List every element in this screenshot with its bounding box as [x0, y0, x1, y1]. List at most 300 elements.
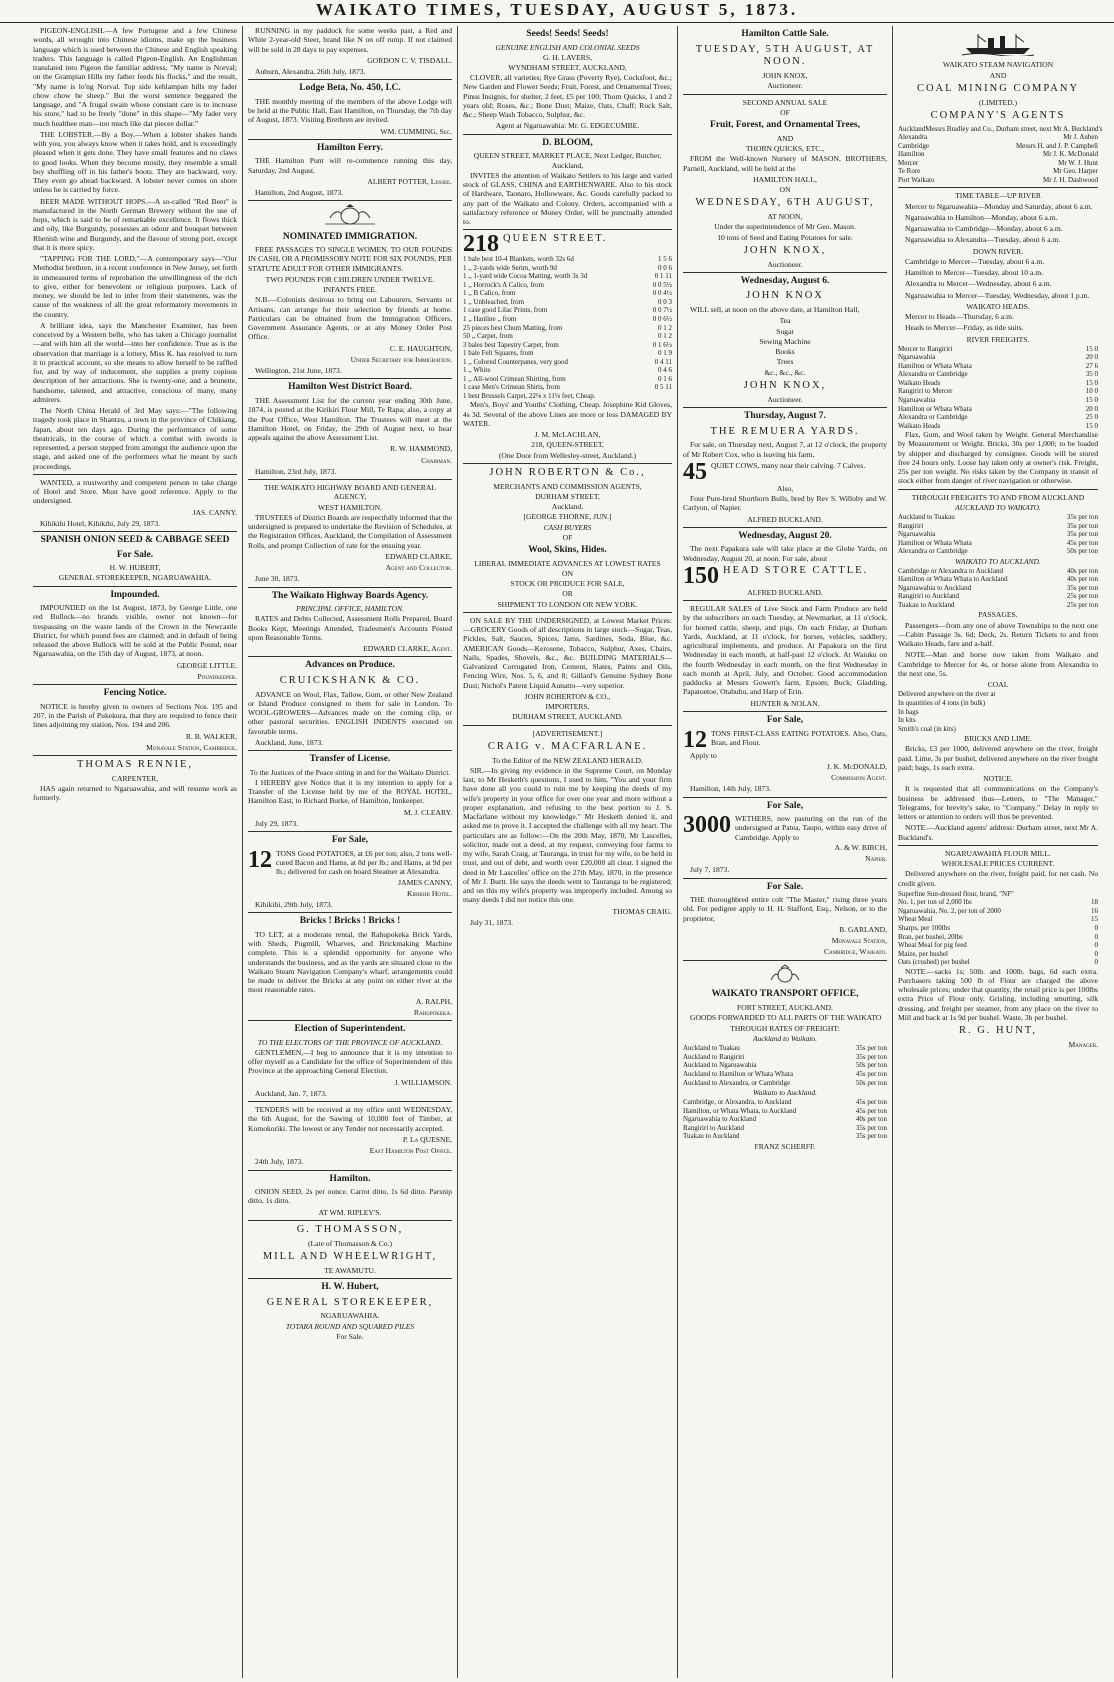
- row-label: 1 ,, Horrock's A Calico, from: [463, 280, 544, 289]
- divider: [683, 600, 887, 601]
- pot-quantity: 12: [683, 726, 707, 753]
- agents-title: COMPANY'S AGENTS: [930, 109, 1066, 121]
- row-label: Auckland to Tuakau: [898, 513, 955, 522]
- row-label: Auckland to Hamilton or Whata Whata: [683, 1070, 793, 1079]
- table-row: [683, 1115, 887, 1124]
- lodge-signature: WM. CUMMING, Sec.: [380, 126, 452, 136]
- pot-place: Hamilton, 14th July, 1873.: [690, 784, 771, 794]
- regular-signature: HUNTER & NOLAN.: [750, 698, 820, 708]
- table-row: [683, 1132, 887, 1141]
- transport-heading-2: Waikato to Auckland.: [753, 1088, 817, 1098]
- potatoes-ad: [248, 846, 452, 877]
- agency-text: RATES and Debts Collected, Assessment Rolls Prepared, Board Books Kept, Meetings Attended, Tradesmen's Accounts Posted upon Reasonable Terms.: [248, 614, 452, 642]
- board-place: Hamilton, 23rd July, 1873.: [255, 466, 337, 476]
- table-row: [898, 950, 1098, 959]
- row-value: Mr J. H. Dashwood: [1042, 175, 1098, 184]
- row-label: Ngaruawahia: [898, 353, 936, 362]
- transport-title: WAIKATO TRANSPORT OFFICE,: [711, 988, 859, 999]
- row-value: 40s per ton: [1066, 566, 1098, 575]
- divider: [33, 684, 237, 685]
- paragraph: Ngaruawahia to Mercer—Tuesday, Wednesday, about 1 p.m.: [905, 290, 1090, 300]
- row-label: Tuakau to Auckland: [898, 600, 955, 609]
- annual-fruit: Fruit, Forest, and Ornamental Trees,: [710, 120, 860, 131]
- row-label: 1 ,, All-wool Crimean Shirting, from: [463, 374, 566, 383]
- row-label: Ngaruawahia: [898, 530, 936, 539]
- row-value: 15 0: [1085, 344, 1098, 353]
- divider: [33, 474, 237, 475]
- row-label: 50 ,, Carpet, from: [463, 332, 513, 341]
- paragraph: Books: [775, 347, 795, 357]
- river-freights-title: RIVER FREIGHTS.: [966, 334, 1030, 344]
- passages-note: NOTE—Man and horse now taken from Waikato and Cambridge to Mercer for 4s, or horse alone from Alexandra to the next one, 5s.: [898, 650, 1098, 678]
- fencing-title: Fencing Notice.: [103, 688, 167, 699]
- row-label: Ngaruawahia to Auckland: [683, 1115, 757, 1124]
- queen-street-title: QUEEN STREET.: [503, 233, 608, 245]
- agents-list: [898, 124, 1103, 185]
- row-label: Sharps, per 100lbs: [898, 924, 950, 932]
- bloom-title: D. BLOOM,: [542, 137, 593, 148]
- table-row: [463, 375, 672, 384]
- divider: [683, 797, 887, 798]
- table-row: [683, 1107, 887, 1116]
- master-signature-3: Cambridge, Waikato.: [824, 947, 887, 957]
- table-row: [898, 142, 1098, 151]
- row-value: 35s per ton: [855, 1052, 887, 1061]
- potatoes-signature-2: Kihikihi Hotel.: [406, 888, 452, 898]
- board-signature: R. W. HAMMOND,: [390, 444, 452, 454]
- table-row: [463, 332, 672, 341]
- table-row: [898, 567, 1098, 576]
- potatoes-text: TONS Good POTATOES, at £6 per ton; also, 2 tons well-cured Bacon and Hams, at 8d per lb.; and Hams, at 9d per lb.; delivered for cash on board Steamer at Alexandra.: [276, 848, 452, 877]
- through-freights-title: THROUGH FREIGHTS TO AND FROM AUCKLAND: [911, 492, 1085, 502]
- row-label: Maize, per bushel: [898, 949, 948, 958]
- row-value: 20 0: [1085, 353, 1098, 362]
- licence-subtitle: To the Justices of the Peace sitting in and for the Waikato District.: [249, 767, 451, 777]
- annual-hall: HAMILTON HALL,: [753, 174, 817, 184]
- master-signature: B. GARLAND,: [839, 924, 887, 934]
- roberton-signature-3: DURHAM STREET, AUCKLAND.: [512, 712, 623, 722]
- columns: [28, 26, 1103, 1678]
- roberton-thorne: [GEORGE THORNE, JUN.]: [523, 512, 612, 522]
- row-label: Alexandra or Cambridge: [898, 547, 968, 556]
- sale-items: [683, 316, 887, 377]
- table-row: [898, 530, 1098, 539]
- transport-rates-table: [683, 1044, 887, 1087]
- row-value: 15 0: [1085, 421, 1098, 430]
- divider: [463, 612, 672, 613]
- agency-title: The Waikato Highway Boards Agency.: [271, 590, 429, 601]
- flour-mill-signature-2: Manager.: [1068, 1039, 1098, 1049]
- cows-text: QUIET COWS, many near their calving. 7 Calves.: [711, 460, 866, 470]
- row-value: 45s per ton: [855, 1070, 887, 1079]
- licence-title: Transfer of License.: [309, 754, 391, 765]
- seeds-title: Seeds! Seeds! Seeds!: [526, 29, 609, 39]
- row-label: 3 bales best Tapestry Carpet, from: [463, 340, 559, 349]
- row-label: Port Waikato: [898, 175, 935, 184]
- table-row: [463, 315, 672, 324]
- master-signature-2: Monavale Station,: [831, 936, 887, 946]
- column-4: [678, 26, 893, 1678]
- divider: [248, 831, 452, 832]
- row-label: Te Rore: [898, 167, 921, 176]
- table-row: [898, 933, 1098, 942]
- paragraph: Sugar: [776, 326, 794, 336]
- row-label: 1 ,, B Calico, from: [463, 289, 516, 298]
- nav-and: AND: [989, 70, 1007, 80]
- roberton-stock: STOCK OR PRODUCE FOR SALE,: [510, 579, 625, 589]
- onion-signature: AT WM. RIPLEY'S.: [318, 1207, 382, 1217]
- table-row: [683, 1124, 887, 1133]
- annual-auctioneer: JOHN KNOX,: [743, 244, 827, 256]
- pot-text: TONS FIRST-CLASS EATING POTATOES. Also, Oats, Bran, and Flour.: [711, 728, 887, 747]
- ferry-signature: ALBERT POTTER, Lessee.: [367, 176, 452, 186]
- ferry-place: Hamilton, 2nd August, 1873.: [255, 188, 344, 198]
- wethers-signature-2: Napier.: [865, 854, 887, 864]
- table-row: [683, 1044, 887, 1053]
- lodge-title: Lodge Beta, No. 450, I.C.: [299, 83, 401, 94]
- row-label: Waikato Heads: [898, 421, 941, 430]
- row-value: 0 4 11: [654, 357, 672, 366]
- paragraph: Hamilton to Mercer—Tuesday, about 10 a.m.: [905, 268, 1043, 278]
- seeds-title: SPANISH ONION SEED & CABBAGE SEED: [40, 535, 230, 545]
- row-label: In kits: [898, 716, 916, 725]
- row-value: 25s per ton: [1066, 600, 1098, 609]
- row-label: 1 ,, 1-yard wide Cocoa Matting, worth 3s 3d: [463, 272, 588, 281]
- flour-mill-subtitle: WHOLESALE PRICES CURRENT.: [941, 859, 1055, 869]
- row-label: 1 best Brussels Carpet, 22⅛ x 11⅛ feet, Cheap.: [463, 391, 596, 400]
- row-label: Auckland to Ngaruawahia: [683, 1061, 757, 1070]
- table-row: [683, 1098, 887, 1107]
- ferry-text: THE Hamilton Punt will re-commence running this day, Saturday, 2nd August.: [248, 156, 452, 175]
- fencing-signature: R. B. WALKER,: [185, 731, 237, 741]
- table-row: [683, 1070, 887, 1079]
- thomasson-subtitle: (Late of Thomasson & Co.): [307, 1238, 392, 1248]
- row-label: 1 ,, White: [463, 366, 491, 375]
- highway-place: June 30, 1873.: [255, 574, 300, 584]
- table-row: [463, 255, 672, 264]
- board-signature-2: Chairman.: [421, 455, 452, 465]
- divider: [248, 1170, 452, 1171]
- row-value: 40s per ton: [1066, 575, 1098, 584]
- row-value: 0: [1094, 932, 1098, 941]
- cattle-auctioneer-2: Auctioneer.: [767, 81, 803, 91]
- table-row: [898, 924, 1098, 933]
- thu-yards: THE REMUERA YARDS.: [710, 425, 860, 437]
- notice-note: NOTE.—Auckland agents' address: Durham street, next Mr A. Buckland's.: [898, 823, 1098, 842]
- board-title: Hamilton West District Board.: [288, 382, 412, 393]
- timetable-down: [898, 257, 1098, 300]
- cattle-date: TUESDAY, 5TH AUGUST, AT NOON.: [695, 43, 875, 68]
- coal-heading: COAL: [987, 680, 1009, 690]
- row-label: Ngaruawahia: [898, 396, 936, 404]
- wed-signature-2: Auctioneer.: [767, 394, 803, 404]
- wed-title: Wednesday, August 6.: [740, 275, 830, 286]
- row-label: Rangiriri to Auckland: [683, 1123, 745, 1132]
- tenders-signature-2: East Hamilton Post Office.: [369, 1146, 452, 1156]
- row-label: In bags: [898, 707, 919, 716]
- masthead: WAIKATO TIMES, TUESDAY, AUGUST 5, 1873.: [0, 0, 1114, 23]
- queen-street-number: 218: [463, 231, 499, 258]
- queen-street-note: Men's, Boys' and Youths' Clothing, Cheap. Josephine Kid Gloves, 4s 3d. Several of the above Lines are more or less DAMAGED BY WATER.: [463, 400, 672, 428]
- brick-lime-title: BRICKS AND LIME.: [964, 734, 1032, 744]
- wethers-quantity: 3000: [683, 812, 731, 839]
- row-label: Rangiriri to Mercer: [898, 387, 953, 396]
- heads-list: [898, 312, 1098, 333]
- row-value: Mr W. J. Hunt: [1058, 158, 1098, 167]
- table-row: [898, 522, 1098, 531]
- row-value: 50s per ton: [1066, 547, 1098, 556]
- queen-street-signature-2: 218, QUEEN-STREET,: [531, 440, 604, 450]
- table-row: [683, 1061, 887, 1070]
- store-cattle-text: HEAD STORE CATTLE.: [723, 564, 869, 576]
- roberton-signature: JOHN ROBERTON & CO.,: [524, 691, 611, 701]
- through-freights-table-2: [898, 567, 1098, 610]
- roberton-city: Auckland.: [551, 502, 584, 512]
- bloom-text: INVITES the attention of Waikato Settlers to his large and varied stock of GLASS, CHINA and EARTHENWARE. Also to his stock of Hardware, Taonaro, Hollowware, &c. Goods carefully packed to any part of the Waikato and Colony. Orders, accompanied with a satisfactory reference or Money Order, will be punctually attended to.: [463, 170, 672, 227]
- table-row: [898, 167, 1098, 176]
- paragraph: The North China Herald of 3rd May says:—"The following tragedy took place in Shantzu, a town in the province of Chikiang, Japan, about ten days ago. During the performance of some theatricals, in the course of which a combat with swords is represented, a person stepped from amongst the audience upon the stage, and asked one of the performers what he meant by such proceedings.: [33, 406, 237, 471]
- annual-title: SECOND ANNUAL SALE: [742, 97, 828, 107]
- roberton-signature-2: IMPORTERS,: [545, 702, 590, 712]
- roberton-shipment: SHIPMENT TO LONDON OR NEW YORK.: [497, 599, 638, 609]
- licence-place: July 29, 1873.: [255, 818, 299, 828]
- fencing-signature-2: Monavale Station, Cambridge.: [146, 742, 237, 752]
- row-value: Mr J. Auben: [1063, 133, 1098, 142]
- table-row: [898, 547, 1098, 556]
- election-title: Election of Superintendent.: [294, 1024, 406, 1035]
- onion-text: ONION SEED, 2s per ounce. Carrot ditto, 1s 6d ditto. Parsnip ditto, 1s ditto.: [248, 1187, 452, 1206]
- row-value: 35s per ton: [1066, 521, 1098, 530]
- thomasson-title: G. THOMASSON,: [296, 1223, 404, 1235]
- row-label: Rangiriri to Auckland: [898, 592, 960, 601]
- row-value: Mr J. K. McDonald: [1042, 150, 1098, 159]
- limited: (LIMITED.): [978, 97, 1018, 107]
- table-row: [898, 405, 1098, 414]
- eating-potatoes-ad: [683, 726, 887, 753]
- row-value: 0 1 9: [658, 349, 672, 358]
- table-row: [898, 890, 1098, 899]
- row-value: 45s per ton: [1066, 538, 1098, 547]
- row-label: 1 ,, 2-yards wide Serim, worth 9d: [463, 263, 557, 272]
- row-label: Hamilton or Whata Whata: [898, 361, 972, 370]
- master-text: THE thoroughbred entire colt "The Master," rising three years old. For pedigree apply to H. H. Stafford, Esq., Nelson, or to the proprietor,: [683, 895, 887, 923]
- passages-title: PASSAGES.: [978, 610, 1018, 620]
- table-row: [898, 584, 1098, 593]
- table-row: [898, 362, 1098, 371]
- immigration-text-2: TWO POUNDS FOR CHILDREN UNDER TWELVE.: [265, 274, 435, 284]
- row-value: 35s per ton: [855, 1044, 887, 1053]
- divider: [33, 531, 237, 532]
- column-2: [243, 26, 458, 1678]
- coal-company-title: COAL MINING COMPANY: [916, 82, 1080, 94]
- advances-firm: CRUICKSHANK & CO.: [279, 674, 421, 686]
- licence-signature: M. J. CLEARY.: [403, 807, 452, 817]
- paragraph: &c., &c., &c.: [764, 367, 806, 377]
- transport-rates-table-2: [683, 1098, 887, 1141]
- tenders-place: 24th July, 1873.: [255, 1157, 304, 1167]
- queen-street-signature: J. M. McLACHLAN,: [534, 430, 601, 440]
- agency-subtitle: PRINCIPAL OFFICE, HAMILTON.: [296, 604, 404, 614]
- wethers-signature: A. & W. BIRCH,: [834, 842, 887, 852]
- row-label: Mercer: [898, 158, 919, 167]
- roberton-text: ON SALE BY THE UNDERSIGNED, at Lowest Market Prices:—GROCERY Goods of all descriptions in large stock—Sugar, Teas, Pickles, Salt, Sauces, Spices, Jams, Sardines, Soda, Blue, &c. AMERICAN Goods—Kerosene, Tobacco, Sulphur, Axes, Chairs, Nails, Spades, Shovels, &c., &c. BUILDING MATERIALS—Galvanized Corrugated Iron, Cement, Slates, Paints and Oils, Fencing Wire, Nos. 5, 6, and 8; Gillard's Genuine Sydney Bone Dust; Nichol's Patent Liquid Aunatto—very superior.: [463, 615, 672, 690]
- hubert-subtitle: GENERAL STOREKEEPER,: [266, 1296, 434, 1308]
- flour-mill-text: Delivered anywhere on the river, freight paid, for net cash. No credit given.: [898, 869, 1098, 888]
- craig-to: To the Editor of the NEW ZEALAND HERALD.: [492, 755, 643, 765]
- store-cattle-quantity: 150: [683, 562, 719, 589]
- paragraph: Tea: [779, 316, 791, 326]
- row-label: No. 1, per ton of 2,000 lbs: [898, 898, 972, 907]
- row-value: 45s per ton: [855, 1098, 887, 1107]
- divider: [463, 134, 672, 135]
- wed-text: WILL sell, at noon on the above date, at Hamilton Hall,: [690, 305, 860, 315]
- row-value: 0: [1094, 958, 1098, 967]
- row-value: 15: [1091, 915, 1098, 924]
- row-label: Wheat Meal for pig feed: [898, 941, 967, 950]
- wed20-text: The next Papakura sale will take place at the Globe Yards, on Wednesday, August 20, at noon. For sale, about: [683, 544, 887, 563]
- highway-subtitle: WEST HAMILTON.: [318, 502, 382, 512]
- pot-title: For Sale,: [766, 714, 804, 725]
- store-cattle-ad: [683, 562, 887, 589]
- column-5: [893, 26, 1103, 1678]
- divider: [683, 960, 887, 961]
- election-signature: J. WILLIAMSON.: [394, 1077, 452, 1087]
- table-row: [898, 915, 1098, 924]
- wed20-title: Wednesday, August 20.: [738, 530, 832, 541]
- seeds-firm: G. H. LAVERS,: [542, 52, 592, 62]
- transport-signature: FRANZ SCHERFF.: [754, 1141, 816, 1151]
- paragraph: PIGEON-ENGLISH.—A few Portugese and a few Chinese words, all wrought into Chinese idioms, make up the business language which is used between the Chinese and English speaking traders. This language is called Pigeon-English. An Englishman translated into Pigeon the familiar address, "My name is Norval; on the Grampian Hills my father feeds his flocks," and the result, "My name is lo'ng Norval. Top side kehlampan hills my fader chow chow he sheep." But the worst sentence beggared the language, and "A frugal swain whose constant care is to increase his store," had to be freely "done" in this shape—"My fader very much healthee man—too much like dat piecee dollar.": [33, 26, 237, 128]
- wed20-signature: ALFRED BUCKLAND.: [747, 587, 823, 597]
- wethers-title: For Sale,: [766, 800, 804, 811]
- row-value: 0: [1094, 924, 1098, 932]
- impounded-title: Impounded.: [110, 589, 160, 600]
- table-row: [898, 513, 1098, 522]
- immigration-text-4: N.B.—Colonists desirous to bring out Labourers, Servants or Artisans, can arrange for their selection by friends at home. Particulars can be obtained from the Immigration Officers, Government Assurance Agents, or at any Money Order Post Office.: [248, 295, 452, 342]
- row-value: 0 0 6½: [652, 315, 672, 324]
- row-label: 1 bale best 10-4 Blankets, worth 32s 6d: [463, 255, 574, 264]
- divider: [248, 378, 452, 379]
- row-value: 0 5 11: [654, 383, 672, 392]
- row-label: Wheat Meal: [898, 915, 933, 924]
- annual-date: WEDNESDAY, 6TH AUGUST,: [695, 197, 875, 209]
- table-row: [898, 716, 1098, 725]
- row-label: Auckland to Rangiriri: [683, 1052, 745, 1061]
- table-row: [898, 958, 1098, 967]
- table-row: [898, 708, 1098, 717]
- table-row: [898, 413, 1098, 422]
- row-value: 0 0 5½: [652, 280, 672, 289]
- paragraph: Heads to Mercer—Friday, as tide suits.: [905, 323, 1024, 333]
- table-row: [898, 539, 1098, 548]
- through-freights-table: [898, 513, 1098, 556]
- divider: [683, 272, 887, 273]
- highway-signature: EDWARD CLARKE,: [385, 551, 452, 561]
- row-value: 1 5 6: [658, 255, 672, 264]
- row-label: Auckland to Tuakau: [683, 1044, 740, 1053]
- row-label: Alexandra or Cambridge: [898, 370, 968, 379]
- advances-place: Auckland, June, 1873.: [255, 737, 324, 747]
- impounded-text: IMPOUNDED on the 1st August, 1873, by George Little, one red Bullock—no brands visible, owner not known—for trespassing on the waste lands of the Crown in the Newcastle District, for which pound fees are claimed; and in default of being released the above Bullock will be sold at the Public Pound, near Ngaruawahia, on the 15th day of August, 1873, at noon.: [33, 603, 237, 659]
- hubert-title: H. W. Hubert,: [321, 1282, 379, 1293]
- row-label: Alexandra: [898, 133, 928, 142]
- roberton-advances: LIBERAL IMMEDIATE ADVANCES AT LOWEST RATES: [474, 558, 661, 568]
- row-value: Messrs H. and J. P. Campbell: [1015, 141, 1098, 150]
- row-label: Cambridge, or Alexandra, to Auckland: [683, 1098, 792, 1107]
- row-value: 15 0: [1085, 396, 1098, 404]
- divider: [33, 586, 237, 587]
- table-row: [898, 176, 1098, 185]
- annual-on: ON: [779, 185, 791, 194]
- row-value: 35 0: [1085, 370, 1098, 379]
- row-label: Hamilton or Whata Whata: [898, 404, 972, 413]
- row-value: 0 1 2: [658, 323, 672, 332]
- row-label: Smith's coal (in kits): [898, 724, 956, 733]
- row-label: Hamilton, or Whata Whata, to Auckland: [683, 1106, 797, 1115]
- row-value: 0 0 6: [658, 263, 672, 272]
- hubert-place: NGARUAWAHIA.: [320, 1311, 380, 1321]
- row-label: Cambridge: [898, 141, 930, 150]
- pot-signature-2: Commission Agent.: [831, 773, 887, 783]
- flour-mill-signature: R. G. HUNT,: [958, 1025, 1038, 1037]
- table-row: [898, 699, 1098, 708]
- roberton-title: JOHN ROBERTON & Co.,: [489, 466, 646, 478]
- row-value: 0 4 6: [658, 366, 672, 375]
- annual-thorn: THORN QUICKS, ETC.,: [745, 144, 825, 153]
- cattle-title: Hamilton Cattle Sale.: [741, 29, 829, 39]
- paragraph: Ngaruawahia to Hamilton—Monday, about 6 a.m.: [905, 212, 1058, 222]
- onion-title: Hamilton.: [329, 1173, 371, 1184]
- queen-street-header: [463, 231, 672, 258]
- master-title: For Sale.: [766, 881, 804, 892]
- row-label: Hamilton or Whata Whata: [898, 538, 972, 547]
- row-label: Cambridge or Alexandra to Auckland: [898, 566, 1003, 575]
- highway-signature-2: Agent and Collector.: [385, 563, 452, 573]
- divider: [248, 1220, 452, 1221]
- thu-bulls: Four Pure-bred Shorthorn Bulls, bred by Rev S. Willoby and W. Carlyon, of Napier.: [683, 494, 887, 513]
- row-label: 1 bale Felt Squares, from: [463, 349, 534, 358]
- coat-of-arms-icon: [248, 204, 452, 228]
- row-label: Ngaruawahia, No. 2, per ton of 2000: [898, 906, 1001, 915]
- table-row: [898, 370, 1098, 379]
- running-signature: GORDON C. V. TISDALL.: [367, 55, 452, 65]
- divider: [248, 587, 452, 588]
- row-value: Mr Geo. Harper: [1053, 167, 1098, 176]
- immigration-text-3: INFANTS FREE.: [323, 285, 377, 295]
- wanted-signature: JAS. CANNY.: [192, 507, 237, 517]
- craig-text: SIR,—In giving my evidence in the Supreme Court, on Monday last, to Mr Hesketh's questions, I used to him, "You and your firm have done all you could to ruin me by keeping the deeds of my wife's property in your office for over one year and more without a proper explanation, and refusing to the best portion to J. S. Macfarlane without my knowledge." Mr Hesketh denied it, and asked me to prove it. I accepted the challenge with all my heart. The particulars are as follow:—On the 20th May, 1870, Mr Lascelles, solicitor, made out a deed, at my request, conveying four farms to my wife, Sarah Craig, at Tauranga, in trust for my wife, to be held in trust, and out of debt, and worth over £20,000 all clear. I signed the deed in Mr Lascelles' office on the 27th May, 1870, in the presence of Mr J. Burtt. He says the deeds went to Tauranga to be registered; and on this my wife's property was improperly included. Among so many deeds I did not notice this one.: [463, 765, 672, 905]
- divider: [248, 1278, 452, 1279]
- fencing-text: NOTICE is hereby given to owners of Sections Nos. 195 and 207, in the Parish of Pukekura, that they are required to fence their lines adjoining my station, Nos. 194 and 206.: [33, 701, 237, 730]
- roberton-of: OF: [562, 532, 573, 542]
- row-value: 35s per ton: [1066, 513, 1098, 522]
- news-paragraphs: [33, 26, 237, 471]
- row-label: Tuakau to Auckland: [683, 1132, 740, 1141]
- column-3: [458, 26, 678, 1678]
- paragraph: Cambridge to Mercer—Tuesday, about 6 a.m.: [905, 256, 1045, 266]
- row-label: In quantities of 4 tons (in bulk): [898, 699, 986, 707]
- seeds-signature: H. W. HUBERT,: [109, 563, 161, 573]
- paragraph: Mercer to Heads—Thursday, 6 a.m.: [905, 312, 1014, 322]
- steamship-icon: [898, 30, 1098, 58]
- cattle-auctioneer: JOHN KNOX,: [762, 71, 808, 81]
- thu-signature: ALFRED BUCKLAND.: [747, 514, 823, 524]
- table-row: [898, 387, 1098, 396]
- roberton-address: DURHAM STREET,: [535, 491, 600, 501]
- roberton-on: ON: [562, 568, 573, 578]
- annual-auctioneer-2: Auctioneer.: [767, 259, 803, 269]
- thu-also: Also,: [776, 483, 794, 493]
